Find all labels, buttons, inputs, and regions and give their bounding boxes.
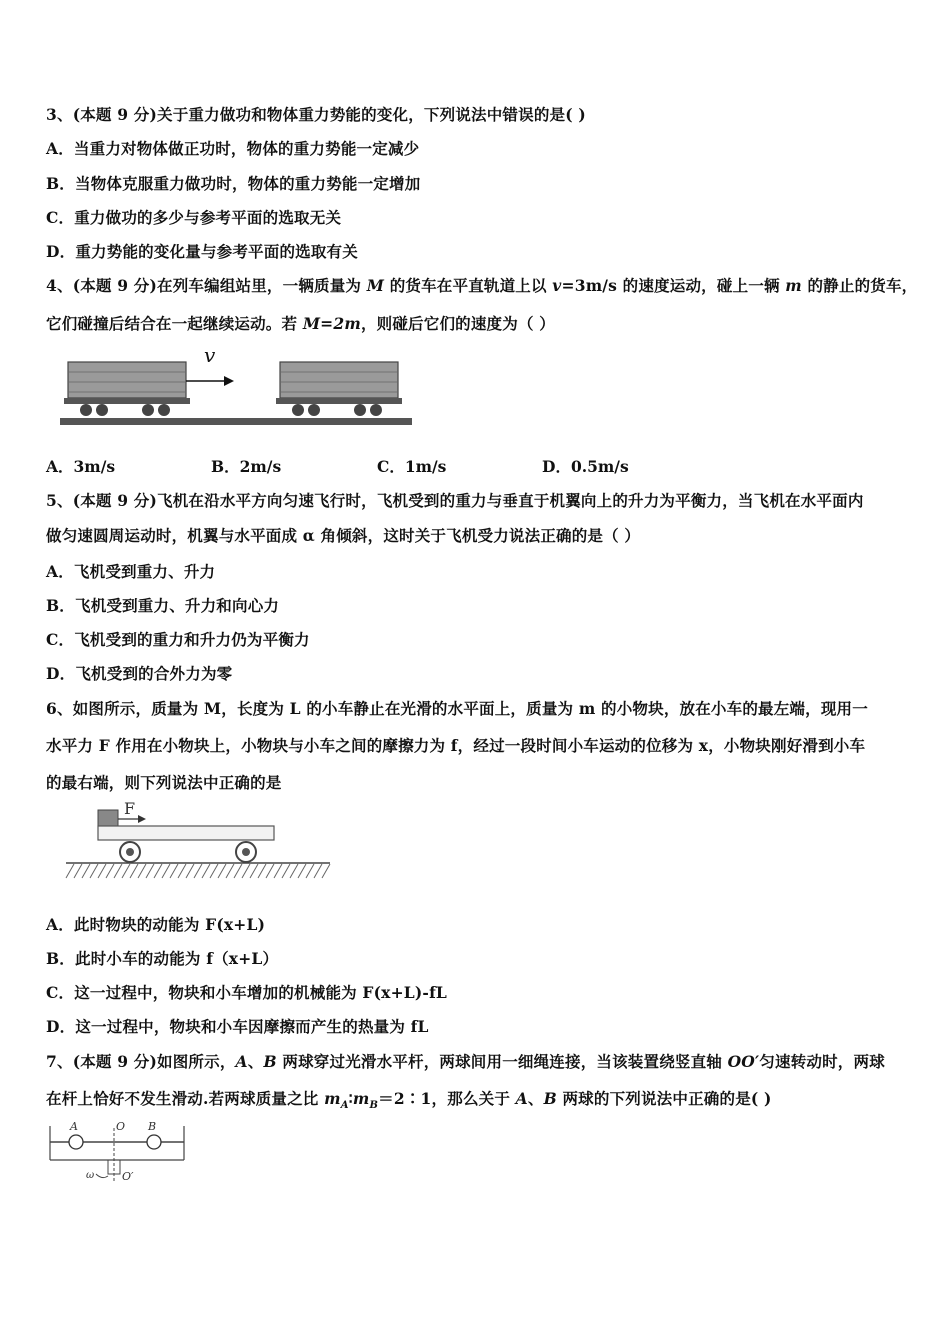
q6-stem-line2: 水平力 F 作用在小物块上，小物块与小车之间的摩擦力为 f，经过一段时间小车运动的位移为 x，小物块刚好滑到小车 [46, 736, 866, 755]
q3-option-c: C．重力做功的多少与参考平面的选取无关 [46, 208, 342, 227]
q4-stem-line2: 它们碰撞后结合在一起继续运动。若 M=2m，则碰后它们的速度为（ ） [46, 314, 555, 333]
block [98, 810, 118, 826]
svg-text:B: B [148, 1120, 157, 1133]
q5-stem-line2: 做匀速圆周运动时，机翼与水平面成 α 角倾斜，这时关于飞机受力说法正确的是（ ） [46, 526, 641, 545]
force-label: F [124, 800, 136, 818]
svg-text:ω: ω [86, 1170, 95, 1181]
q5-option-a: A．飞机受到重力、升力 [46, 562, 216, 581]
svg-text:A: A [70, 1120, 78, 1133]
q4-stem-line1: 4、(本题 9 分)在列车编组站里，一辆质量为 M 的货车在平直轨道上以 v=3m/s 的速度运动，碰上一辆 m 的静止的货车， [46, 276, 918, 295]
q4-option-c: C．1m/s [377, 457, 447, 476]
q5-option-b: B．飞机受到重力、升力和向心力 [46, 596, 280, 615]
wheel-icon [80, 404, 92, 416]
right-wagon [280, 362, 398, 398]
q6-stem-line3: 的最右端，则下列说法中正确的是 [46, 773, 282, 792]
q7-rotating-rod-figure [44, 1118, 194, 1190]
cart-body [98, 826, 274, 840]
q4-option-d: D．0.5m/s [542, 457, 629, 476]
q6-stem-line1: 6、如图所示，质量为 M，长度为 L 的小车静止在光滑的水平面上，质量为 m 的小物块，放在小车的最左端，现用一 [46, 699, 868, 718]
q6-option-d: D．这一过程中，物块和小车因摩擦而产生的热量为 fL [46, 1017, 429, 1036]
q6-cart-figure [62, 800, 334, 884]
q7-stem-line2: 在杆上恰好不发生滑动.若两球质量之比 $m_A∶m_B=2∶1$，那么关于 A、B 两球的下列说法中正确的是( ) [46, 1089, 772, 1112]
q3-option-d: D．重力势能的变化量与参考平面的选取有关 [46, 242, 358, 261]
q6-option-a: A．此时物块的动能为 F(x+L) [46, 915, 266, 934]
ball-b [147, 1135, 161, 1149]
q5-stem-line1: 5、(本题 9 分)飞机在沿水平方向匀速飞行时，飞机受到的重力与垂直于机翼向上的升力为平衡力，当飞机在水平面内 [46, 491, 864, 510]
svg-text:O′: O′ [122, 1170, 134, 1183]
q5-option-c: C．飞机受到的重力和升力仍为平衡力 [46, 630, 310, 649]
velocity-label: v [204, 343, 216, 367]
ball-a [69, 1135, 83, 1149]
track [60, 418, 412, 425]
q4-trains-figure [58, 342, 418, 434]
q4-option-a: A．3m/s [46, 457, 116, 476]
q4-option-b: B．2m/s [211, 457, 282, 476]
q6-option-b: B．此时小车的动能为 f（x+L） [46, 949, 279, 968]
q6-option-c: C．这一过程中，物块和小车增加的机械能为 F(x+L)-fL [46, 983, 448, 1002]
left-wagon [68, 362, 186, 398]
svg-text:O: O [116, 1120, 126, 1133]
q3-option-b: B．当物体克服重力做功时，物体的重力势能一定增加 [46, 174, 421, 193]
q5-option-d: D．飞机受到的合外力为零 [46, 664, 233, 683]
q3-stem: 3、(本题 9 分)关于重力做功和物体重力势能的变化，下列说法中错误的是( ) [46, 105, 586, 124]
q7-stem-line1: 7、(本题 9 分)如图所示，A、B 两球穿过光滑水平杆，两球间用一细绳连接，当该装置绕竖直轴 OO′匀速转动时，两球 [46, 1052, 885, 1071]
q3-option-a: A．当重力对物体做正功时，物体的重力势能一定减少 [46, 139, 420, 158]
rotation-arrow-icon [96, 1174, 108, 1178]
